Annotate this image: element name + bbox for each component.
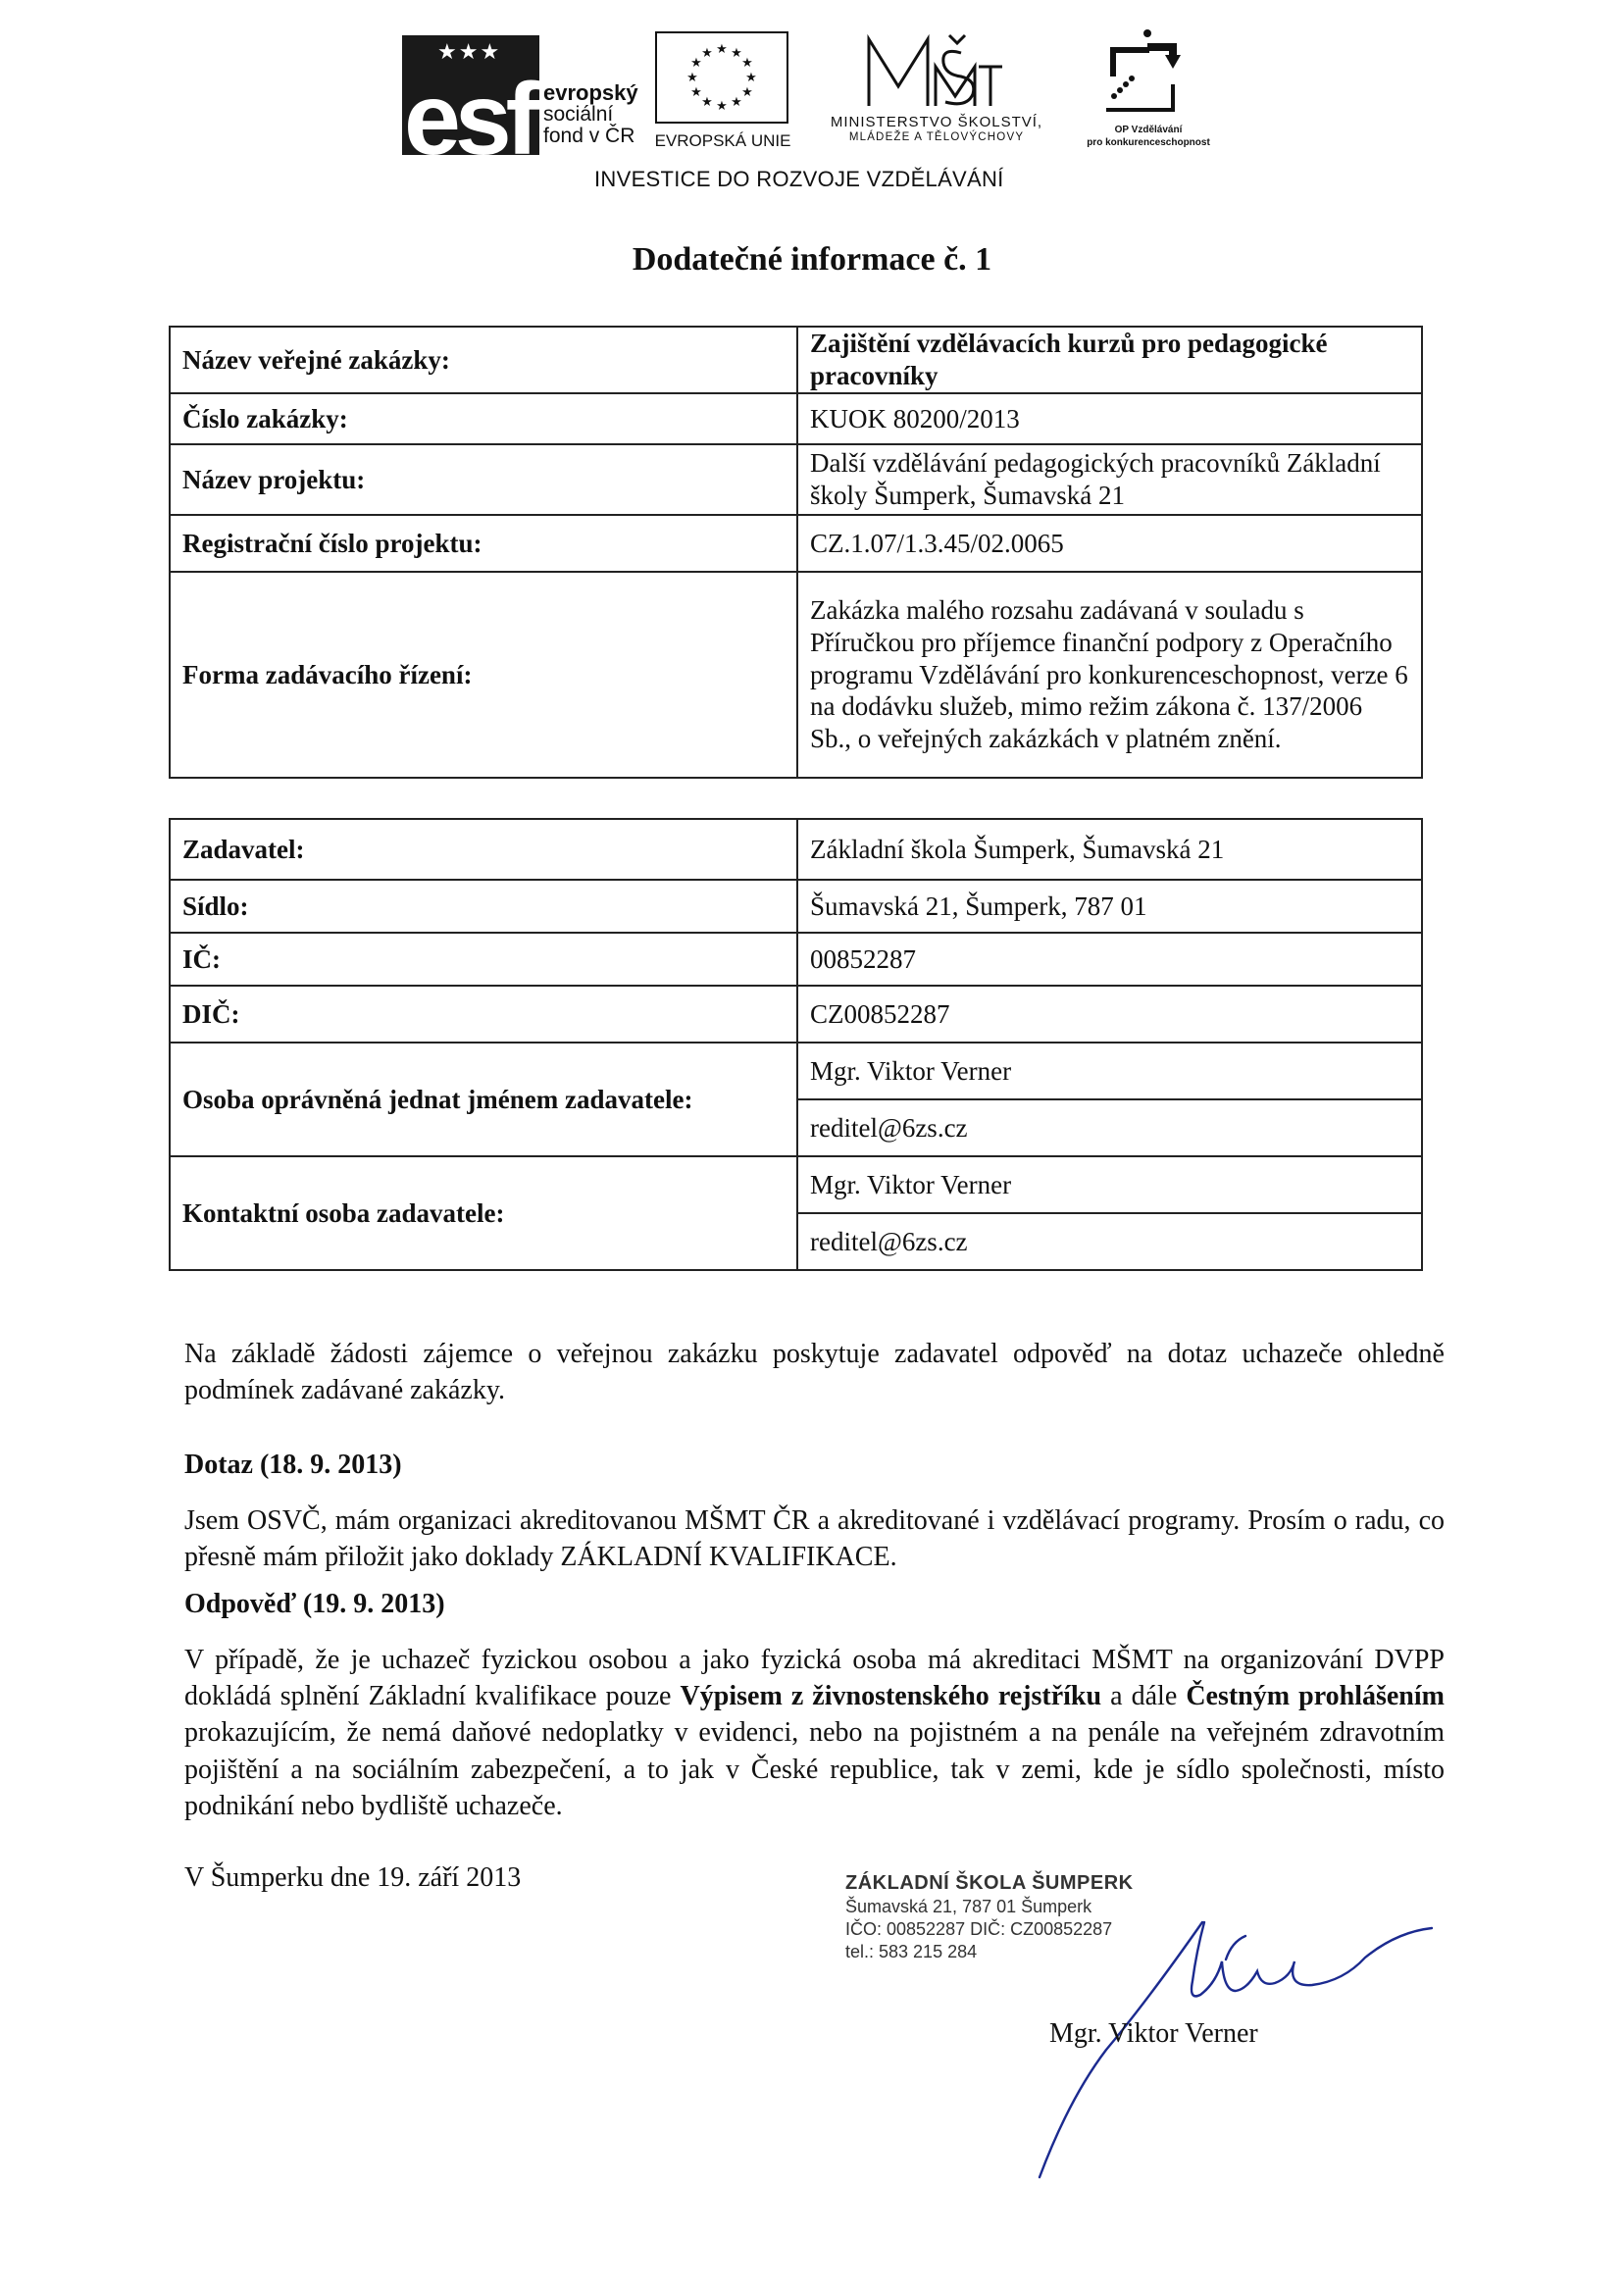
op-vk-caption-line-2: pro konkurenceschopnost (1087, 137, 1210, 148)
authority-value: Základní škola Šumperk, Šumavská 21 (797, 819, 1422, 880)
table-row (170, 393, 1422, 444)
contract-name-label: Název veřejné zakázky: (170, 327, 797, 393)
answer-bold-registry: Výpisem z živnostenského rejstříku (680, 1681, 1102, 1712)
seat-value: Šumavská 21, Šumperk, 787 01 (797, 880, 1422, 933)
project-name-label: Název projektu: (170, 444, 797, 515)
procedure-form-value: Zakázka malého rozsahu zadávaná v souladu s Příručkou pro příjemce finanční podpory z Operačního programu Vzdělávání pro konkurenceschopnost, verze 6 na dodávku služeb, mimo režim zákona č. 137/2006 Sb., o veřejných zakázkách v platném znění. (797, 572, 1422, 778)
authorized-person-label: Osoba oprávněná jednat jménem zadavatele: (170, 1043, 797, 1156)
place-and-date: V Šumperku dne 19. září 2013 (184, 1862, 522, 1893)
answer-text-part-2: a dále (1101, 1681, 1187, 1712)
op-vk-caption (1065, 124, 1232, 149)
project-reg-number-label: Registrační číslo projektu: (170, 515, 797, 572)
eu-caption: EVROPSKÁ UNIE (654, 131, 791, 150)
msmt-mark-icon (859, 27, 1006, 112)
op-vk-logo (1065, 25, 1232, 163)
table-row (170, 1043, 1422, 1099)
answer-text (184, 1642, 1445, 1824)
authorized-person-email: reditel@6zs.cz (797, 1099, 1422, 1156)
contact-person-name: Mgr. Viktor Verner (797, 1156, 1422, 1213)
msmt-caption-line-1: MINISTERSTVO ŠKOLSTVÍ, (830, 114, 1043, 130)
contract-info-table (169, 326, 1423, 779)
esf-line-2: sociální (543, 103, 614, 127)
esf-emblem (402, 35, 539, 155)
table-row (170, 515, 1422, 572)
answer-text-part-3: prokazujícím, že nemá daňové nedoplatky v evidenci, nebo na pojistném a na penále na veřejném zdravotním pojištění a na sociálním zabezpečení, a to jak v České republice, tak v zemi, kde je sídlo společnosti, místo podnikání nebo bydliště uchazeče. (184, 1717, 1445, 1821)
svg-text:★: ★ (701, 46, 713, 61)
esf-line-1: evropský (543, 80, 638, 105)
op-vk-mark-icon (1087, 25, 1194, 124)
question-text: Jsem OSVČ, mám organizaci akreditovanou MŠMT ČR a akreditované i vzdělávací programy. Prosím o radu, co přesně mám přiložit jako doklady ZÁKLADNÍ KVALIFIKACE. (184, 1505, 1445, 1573)
stamp-line-3: IČO: 00852287 DIČ: CZ00852287 (845, 1918, 1113, 1939)
table-row (170, 1156, 1422, 1213)
contract-number-value: KUOK 80200/2013 (797, 393, 1422, 444)
table-row (170, 880, 1422, 933)
table-row (170, 327, 1422, 393)
answer-heading: Odpověď (19. 9. 2013) (184, 1589, 445, 1619)
contracting-authority-table (169, 818, 1423, 1271)
svg-text:★: ★ (686, 71, 698, 85)
svg-text:★: ★ (690, 85, 702, 100)
svg-text:★: ★ (745, 71, 757, 85)
table-row (170, 986, 1422, 1043)
project-reg-number-value: CZ.1.07/1.3.45/02.0065 (797, 515, 1422, 572)
table-row (170, 444, 1422, 515)
authorized-person-name: Mgr. Viktor Verner (797, 1043, 1422, 1099)
answer-bold-declaration: Čestným prohlášením (1186, 1681, 1445, 1712)
esf-letters: esf (404, 63, 534, 155)
investice-tagline: INVESTICE DO ROZVOJE VZDĚLÁVÁNÍ (594, 167, 1004, 191)
msmt-logo (814, 27, 1059, 153)
contact-person-label: Kontaktní osoba zadavatele: (170, 1156, 797, 1270)
svg-text:★: ★ (716, 42, 728, 57)
procedure-form-label: Forma zadávacího řízení: (170, 572, 797, 778)
contract-name-value: Zajištění vzdělávacích kurzů pro pedagogické pracovníky (797, 327, 1422, 393)
signer-name: Mgr. Viktor Verner (1049, 2018, 1258, 2049)
table-row (170, 933, 1422, 986)
eu-logo (649, 31, 796, 153)
svg-text:★: ★ (701, 95, 713, 110)
msmt-caption-line-2: MLÁDEŽE A TĚLOVÝCHOVY (848, 130, 1025, 143)
op-vk-caption-line-1: OP Vzdělávání (1114, 125, 1183, 135)
dic-label: DIČ: (170, 986, 797, 1043)
svg-text:★: ★ (690, 56, 702, 71)
contact-person-email: reditel@6zs.cz (797, 1213, 1422, 1270)
project-name-value: Další vzdělávání pedagogických pracovníků Základní školy Šumperk, Šumavská 21 (797, 444, 1422, 515)
stamp-line-4: tel.: 583 215 284 (845, 1941, 978, 1961)
authority-label: Zadavatel: (170, 819, 797, 880)
esf-stars-icon: ★★★ (437, 39, 502, 64)
svg-text:★: ★ (741, 56, 753, 71)
contract-number-label: Číslo zakázky: (170, 393, 797, 444)
question-heading: Dotaz (18. 9. 2013) (184, 1450, 402, 1480)
dic-value: CZ00852287 (797, 986, 1422, 1043)
stamp-line-2: Šumavská 21, 787 01 Šumperk (845, 1897, 1092, 1917)
document-title: Dodatečné informace č. 1 (632, 241, 992, 278)
stamp-line-1: ZÁKLADNÍ ŠKOLA ŠUMPERK (845, 1872, 1134, 1894)
table-row (170, 819, 1422, 880)
msmt-caption (814, 114, 1059, 144)
svg-text:★: ★ (731, 46, 742, 61)
ic-label: IČ: (170, 933, 797, 986)
seat-label: Sídlo: (170, 880, 797, 933)
svg-text:★: ★ (716, 99, 728, 114)
intro-paragraph: Na základě žádosti zájemce o veřejnou zakázku poskytuje zadavatel odpověď na dotaz uchazeče ohledně podmínek zadávané zakázky. (184, 1339, 1445, 1406)
esf-logo (402, 35, 638, 157)
eu-flag-icon (655, 31, 788, 124)
ic-value: 00852287 (797, 933, 1422, 986)
esf-line-3: fond v ČR (543, 124, 635, 147)
table-row (170, 572, 1422, 778)
svg-text:★: ★ (731, 95, 742, 110)
svg-text:★: ★ (741, 85, 753, 100)
answer-text-part-1: V případě, že je uchazeč fyzickou osobou a jako fyzická osoba má akreditaci MŠMT na organizování DVPP dokládá splnění Základní kvalifikace pouze (184, 1645, 1445, 1712)
